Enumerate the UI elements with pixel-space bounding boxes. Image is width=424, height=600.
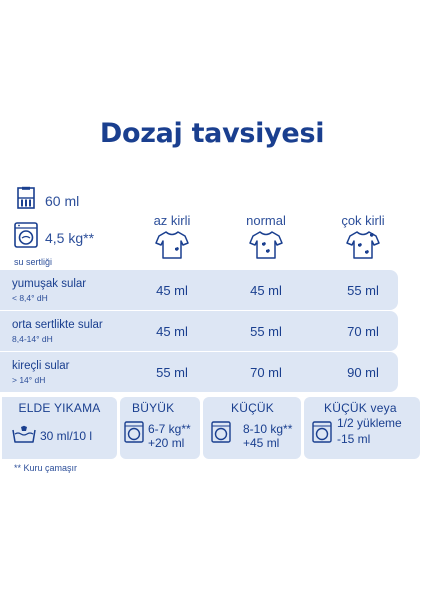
shirt-light-icon (155, 230, 189, 260)
hand-wash-icon (12, 425, 36, 443)
table-row-medium-water (0, 311, 398, 351)
footnote: ** Kuru çamaşır (14, 463, 78, 473)
load-reference: 4,5 kg** (45, 230, 95, 246)
row-sublabel: > 14° dH (12, 375, 46, 385)
washing-machine-icon (124, 421, 144, 443)
page-title: Dozaj tavsiyesi (99, 118, 325, 149)
column-heavy-soiled: çok kirli (341, 213, 385, 228)
column-normal: normal (246, 213, 286, 228)
small-load-line1: 8-10 kg** (243, 422, 293, 436)
value-heavy: 70 ml (347, 324, 379, 339)
row-label: orta sertlikte sular (12, 319, 103, 331)
value-normal: 55 ml (250, 324, 282, 339)
large-load-title: BÜYÜK (132, 401, 175, 415)
small-load-title: KÜÇÜK (231, 401, 275, 415)
small-load-box (203, 397, 301, 459)
row-sublabel: 8,4-14° dH (12, 334, 53, 344)
row-sublabel: < 8,4° dH (12, 293, 48, 303)
shirt-heavy-icon (346, 230, 380, 260)
large-load-box (120, 397, 200, 459)
column-light-soiled: az kirli (153, 213, 191, 228)
small-half-load-line1: 1/2 yükleme (337, 416, 402, 430)
dose-reference: 60 ml (45, 193, 80, 209)
table-row-hard-water (0, 352, 398, 392)
value-normal: 70 ml (250, 365, 282, 380)
washing-machine-icon (211, 421, 231, 443)
value-normal: 45 ml (250, 283, 282, 298)
hardness-label: su sertliği (14, 257, 53, 267)
value-heavy: 55 ml (347, 283, 379, 298)
hand-wash-box (2, 397, 117, 459)
value-light: 45 ml (156, 324, 188, 339)
detergent-bottle-icon (16, 186, 36, 210)
table-row-soft-water (0, 270, 398, 310)
value-heavy: 90 ml (347, 365, 379, 380)
value-light: 45 ml (156, 283, 188, 298)
large-load-line2: +20 ml (148, 436, 185, 450)
washing-machine-icon (312, 421, 332, 443)
small-half-load-box (304, 397, 420, 459)
row-label: kireçli sular (12, 360, 70, 372)
shirt-normal-icon (249, 230, 283, 260)
small-load-line2: +45 ml (243, 436, 280, 450)
small-half-load-line2: -15 ml (337, 432, 371, 446)
washing-machine-icon (14, 222, 38, 248)
row-label: yumuşak sular (12, 278, 87, 290)
hand-wash-title: ELDE YIKAMA (18, 401, 101, 415)
hand-wash-value: 30 ml/10 l (40, 429, 93, 443)
small-half-load-title: KÜÇÜK veya (324, 401, 397, 415)
value-light: 55 ml (156, 365, 188, 380)
large-load-line1: 6-7 kg** (148, 422, 191, 436)
